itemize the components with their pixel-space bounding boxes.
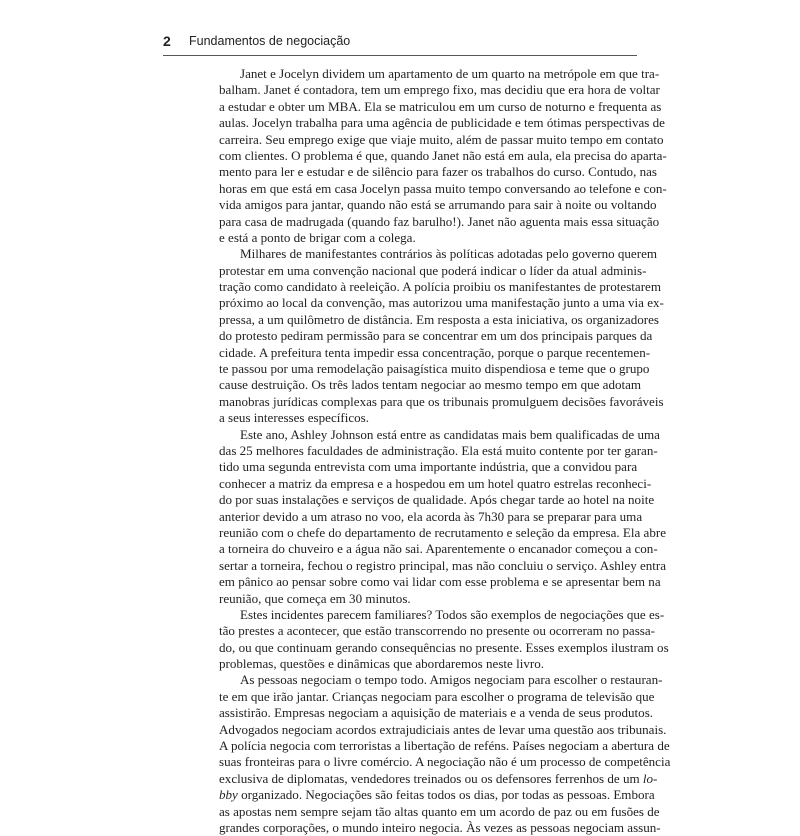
page-header bbox=[163, 33, 637, 56]
text-line: do, ou que continuam gerando consequências no presente. Esses exemplos ilustram os bbox=[219, 639, 669, 655]
text-line: mento para ler e estudar e de silêncio para fazer os trabalhos do curso. Contudo, nas bbox=[219, 164, 658, 180]
text-line: grandes corporações, o mundo inteiro negocia. Às vezes as pessoas negociam assun- bbox=[219, 819, 661, 835]
text-line: a torneira do chuveiro e a água não sai. Aparentemente o encanador começou a con- bbox=[219, 541, 658, 557]
text-line: Milhares de manifestantes contrários às políticas adotadas pelo governo querem bbox=[240, 246, 658, 262]
text-line: conhecer a matriz da empresa e a hospedou em um hotel quatro estrelas reconheci- bbox=[219, 475, 652, 491]
text-line: do por suas instalações e serviços de qualidade. Após chegar tarde ao hotel na noite bbox=[219, 492, 655, 508]
text-line: cause destruição. Os três lados tentam negociar ao mesmo tempo em que adotam bbox=[219, 377, 642, 393]
text-line: em pânico ao pensar sobre como vai lidar com esse problema e se apresentar bem na bbox=[219, 574, 661, 590]
text-line: te em que irão jantar. Crianças negociam para escolher o programa de televisão que bbox=[219, 688, 655, 704]
text-line: a estudar e obter um MBA. Ela se matriculou em um curso de noturno e frequenta as bbox=[219, 98, 662, 114]
text-line: Este ano, Ashley Johnson está entre as candidatas mais bem qualificadas de uma bbox=[240, 426, 660, 442]
text-line: Estes incidentes parecem familiares? Todos são exemplos de negociações que es- bbox=[240, 606, 665, 622]
text-line: tão prestes a acontecer, que estão transcorrendo no presente ou ocorreram no passa- bbox=[219, 623, 655, 639]
text-line: reunião com o chefe do departamento de recrutamento e seleção da empresa. Ela abre bbox=[219, 524, 666, 540]
text-line: suas fronteiras para o livre comércio. A negociação não é um processo de competência bbox=[219, 754, 671, 770]
text-line: para casa de madrugada (quando faz barulho!). Janet não aguenta mais essa situação bbox=[219, 213, 660, 229]
text-line: tração como candidato à reeleição. A polícia proibiu os manifestantes de protestarem bbox=[219, 279, 661, 295]
text-line: horas em que está em casa Jocelyn passa muito tempo conversando ao telefone e con- bbox=[219, 180, 667, 196]
text-line: balham. Janet é contadora, tem um emprego fixo, mas decidiu que era hora de voltar bbox=[219, 82, 660, 98]
text-line: aulas. Jocelyn trabalha para uma agência de publicidade e tem ótimas perspectivas de bbox=[219, 115, 665, 131]
text-line: a seus interesses específicos. bbox=[219, 410, 369, 426]
paragraph bbox=[219, 426, 667, 607]
paragraph bbox=[219, 66, 667, 246]
text-line: próximo ao local da convenção, mas autorizou uma manifestação junto a uma via ex- bbox=[219, 295, 664, 311]
text-line: reunião, que começa em 30 minutos. bbox=[219, 590, 411, 606]
paragraph bbox=[219, 606, 669, 673]
body-text bbox=[219, 66, 671, 836]
text-line: protestar em uma convenção nacional que poderá indicar o líder da atual adminis- bbox=[219, 262, 647, 278]
text-line: A polícia negocia com terroristas a libertação de reféns. Países negociam a abertura de bbox=[219, 738, 670, 754]
text-line: com clientes. O problema é que, quando Janet não está em aula, ela precisa do aparta- bbox=[219, 147, 667, 163]
text-line: cidade. A prefeitura tenta impedir essa concentração, porque o parque recentemen- bbox=[219, 344, 651, 360]
text-line: te passou por uma remodelação paisagística muito dispendiosa e teme que o grupo bbox=[219, 361, 650, 377]
text-line: as apostas nem sempre sejam tão altas quanto em um acordo de paz ou em fusões de bbox=[219, 803, 660, 819]
text-line: sertar a torneira, fechou o registro principal, mas não concluiu o serviço. Ashley entra bbox=[219, 557, 667, 573]
text-line: Advogados negociam acordos extrajudiciais antes de levar uma questão aos tribunais. bbox=[219, 721, 667, 737]
text-line: manobras jurídicas complexas para que os tribunais promulguem decisões favoráveis bbox=[219, 393, 664, 409]
text-line: bby organizado. Negociações são feitas todos os dias, por todas as pessoas. Embora bbox=[219, 787, 655, 803]
page-number: 2 bbox=[163, 33, 171, 49]
text-line: Janet e Jocelyn dividem um apartamento de um quarto na metrópole em que tra- bbox=[240, 66, 660, 81]
text-line: e está a ponto de brigar com a colega. bbox=[219, 229, 416, 245]
text-line: anterior devido a um atraso no voo, ela acorda às 7h30 para se preparar para uma bbox=[219, 508, 643, 524]
text-line: pressa, a um quilômetro de distância. Em resposta a esta iniciativa, os organizadores bbox=[219, 311, 659, 327]
paragraph bbox=[219, 672, 671, 836]
text-line: problemas, questões e dinâmicas que abordaremos neste livro. bbox=[219, 656, 544, 672]
paragraph bbox=[219, 246, 664, 426]
text-line: As pessoas negociam o tempo todo. Amigos negociam para escolher o restauran- bbox=[240, 672, 663, 688]
text-line: carreira. Seu emprego exige que viaje muito, além de passar muito tempo em contato bbox=[219, 131, 664, 147]
text-line: assistirão. Empresas negociam a aquisição de materiais e a venda de seus produtos. bbox=[219, 705, 654, 721]
running-title: Fundamentos de negociação bbox=[189, 34, 351, 48]
text-line: do protesto pediram permissão para se concentrar em um dos principais parques da bbox=[219, 328, 653, 344]
text-line: vida amigos para jantar, quando não está se arrumando para sair à noite ou voltando bbox=[219, 197, 657, 213]
text-line: exclusiva de diplomatas, vendedores treinados ou os defensores ferrenhos de um lo- bbox=[219, 770, 658, 786]
text-line: tido uma segunda entrevista com uma importante indústria, que a convidou para bbox=[219, 459, 638, 475]
text-line: das 25 melhores faculdades de administração. Ela está muito contente por ter garan- bbox=[219, 442, 658, 458]
